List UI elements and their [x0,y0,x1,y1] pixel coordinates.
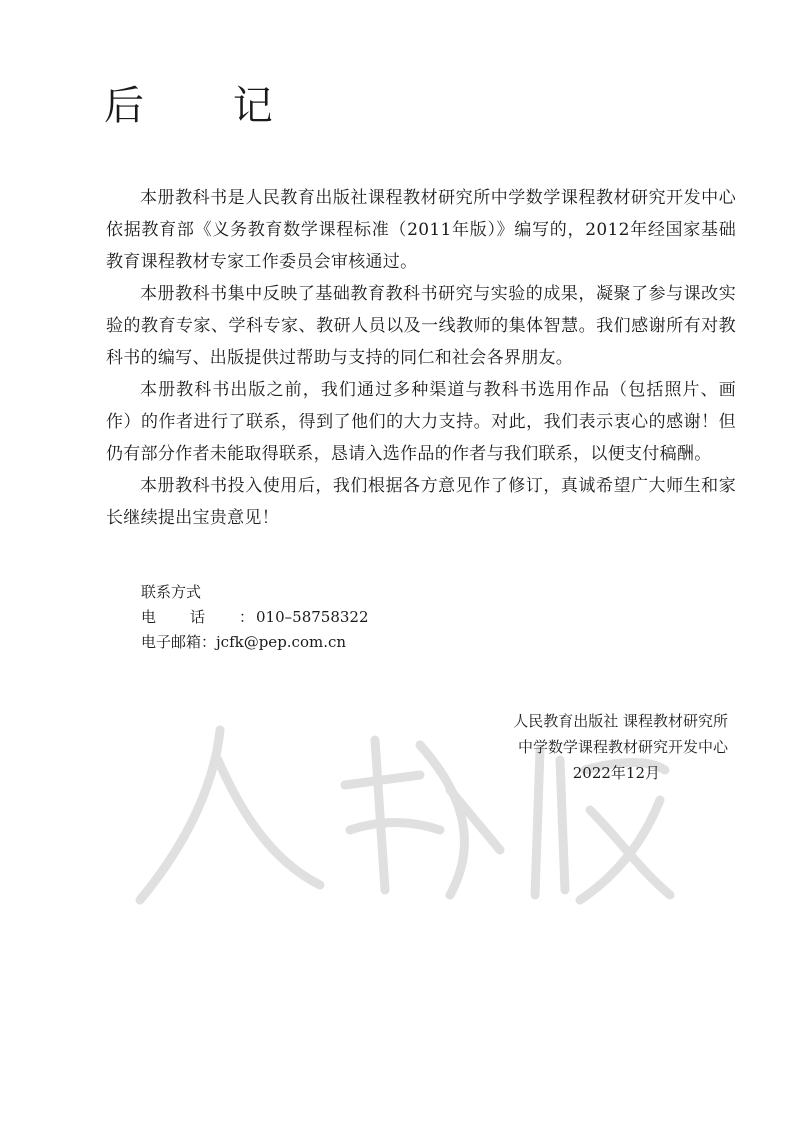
afterword-body [106,182,736,534]
contact-heading: 联系方式 [141,583,202,601]
publisher-line-2: 中学数学课程教材研究开发中心 [517,738,728,756]
email-value[interactable]: jcfk@pep.com.cn [216,633,347,651]
paragraph: 本册教科书投入使用后，我们根据各方意见作了修订，真诚希望广大师生和家长继续提出宝贵意见！ [106,476,736,528]
publisher-line-1: 人民教育出版社 课程教材研究所 [513,712,728,730]
paragraph: 本册教科书出版之前，我们通过多种渠道与教科书选用作品（包括照片、画作）的作者进行了联系，得到了他们的大力支持。对此，我们表示衷心的感谢！但仍有部分作者未能取得联系，恳请入选作品的作者与我们联系，以便支付稿酬。 [106,380,736,464]
email-label: 电子邮箱： [141,633,217,651]
phone-label: 电话： [141,608,289,626]
contact-info [141,580,369,655]
phone-value: 010–58758322 [256,608,369,626]
phone-row [141,605,369,630]
email-row [141,630,369,655]
publish-date: 2022年12月 [572,764,660,782]
page-title: 后 记 [104,83,311,129]
paragraph: 本册教科书是人民教育出版社课程教材研究所中学数学课程教材研究开发中心依据教育部《义务教育数学课程标准（2011年版）》编写的，2012年经国家基础教育课程教材专家工作委员会审核通过。 [106,188,736,272]
paragraph: 本册教科书集中反映了基础教育教科书研究与实验的成果，凝聚了参与课改实验的教育专家、学科专家、教研人员以及一线教师的集体智慧。我们感谢所有对教科书的编写、出版提供过帮助与支持的同仁和社会各界朋友。 [106,284,736,368]
publisher-signature [513,708,728,786]
